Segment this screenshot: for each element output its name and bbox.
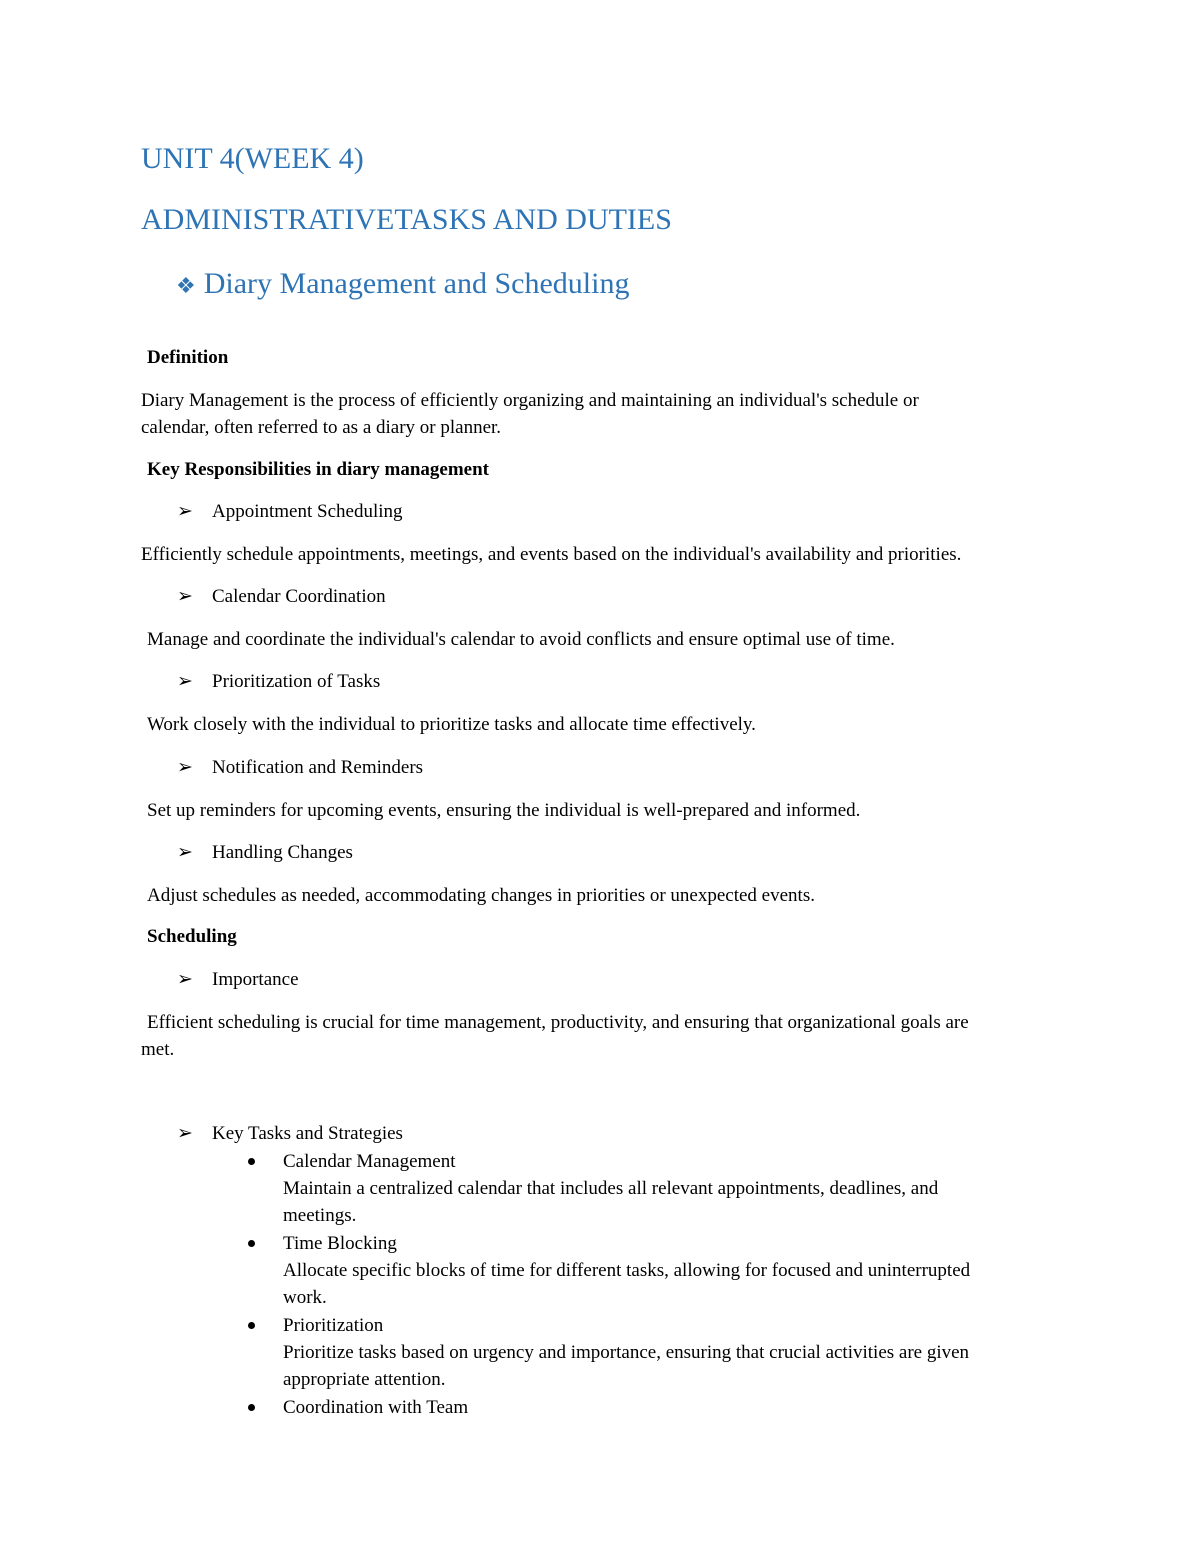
round-bullet-icon <box>248 1240 255 1247</box>
definition-heading: Definition <box>147 347 229 368</box>
responsibility-title: Calendar Coordination <box>212 586 386 607</box>
unit-title: UNIT 4(WEEK 4) <box>141 142 364 175</box>
round-bullet-icon <box>248 1404 255 1411</box>
strategy-line-1: Allocate specific blocks of time for different tasks, allowing for focused and uninterrupted <box>283 1260 971 1281</box>
diamond-bullet-icon: ❖ <box>176 273 196 298</box>
round-bullet-icon <box>248 1158 255 1165</box>
strategy-title: Calendar Management <box>283 1151 456 1172</box>
section-title: ADMINISTRATIVETASKS AND DUTIES <box>141 203 672 236</box>
responsibility-title: Prioritization of Tasks <box>212 671 381 692</box>
responsibility-text: Set up reminders for upcoming events, ensuring the individual is well-prepared and informed. <box>147 800 861 821</box>
subsection-title-text: Diary Management and Scheduling <box>203 267 630 300</box>
responsibility-text: Work closely with the individual to prioritize tasks and allocate time effectively. <box>147 714 756 735</box>
strategy-title: Time Blocking <box>283 1233 397 1254</box>
importance-title: Importance <box>212 969 299 990</box>
strategy-line-1: Maintain a centralized calendar that includes all relevant appointments, deadlines, and <box>283 1178 939 1199</box>
responsibility-text: Manage and coordinate the individual's calendar to avoid conflicts and ensure optimal use of time. <box>147 629 895 650</box>
responsibility-text: Efficiently schedule appointments, meetings, and events based on the individual's availability and priorities. <box>141 544 962 565</box>
strategy-title: Coordination with Team <box>283 1397 469 1418</box>
responsibilities-heading: Key Responsibilities in diary management <box>147 459 490 480</box>
strategy-line-2: work. <box>283 1287 327 1308</box>
subsection-title <box>176 267 629 303</box>
arrow-bullet-icon: ➢ <box>177 671 193 692</box>
definition-line-2: calendar, often referred to as a diary or planner. <box>141 417 502 438</box>
responsibility-title: Handling Changes <box>212 842 353 863</box>
responsibility-title: Notification and Reminders <box>212 757 424 778</box>
arrow-bullet-icon: ➢ <box>177 586 193 607</box>
responsibility-text: Adjust schedules as needed, accommodating changes in priorities or unexpected events. <box>147 885 815 906</box>
responsibility-title: Appointment Scheduling <box>212 501 403 522</box>
arrow-bullet-icon: ➢ <box>177 842 193 863</box>
strategies-title: Key Tasks and Strategies <box>212 1123 403 1144</box>
strategy-line-1: Prioritize tasks based on urgency and importance, ensuring that crucial activities are given <box>283 1342 970 1363</box>
arrow-bullet-icon: ➢ <box>177 501 193 522</box>
importance-line-1: Efficient scheduling is crucial for time management, productivity, and ensuring that organizational goals are <box>147 1012 969 1033</box>
arrow-bullet-icon: ➢ <box>177 1123 193 1144</box>
arrow-bullet-icon: ➢ <box>177 757 193 778</box>
arrow-bullet-icon: ➢ <box>177 969 193 990</box>
importance-line-2: met. <box>141 1039 175 1060</box>
strategy-line-2: appropriate attention. <box>283 1369 446 1390</box>
definition-line-1: Diary Management is the process of efficiently organizing and maintaining an individual's schedule or <box>141 390 919 411</box>
strategy-line-2: meetings. <box>283 1205 357 1226</box>
strategy-title: Prioritization <box>283 1315 384 1336</box>
scheduling-heading: Scheduling <box>147 926 237 947</box>
round-bullet-icon <box>248 1322 255 1329</box>
